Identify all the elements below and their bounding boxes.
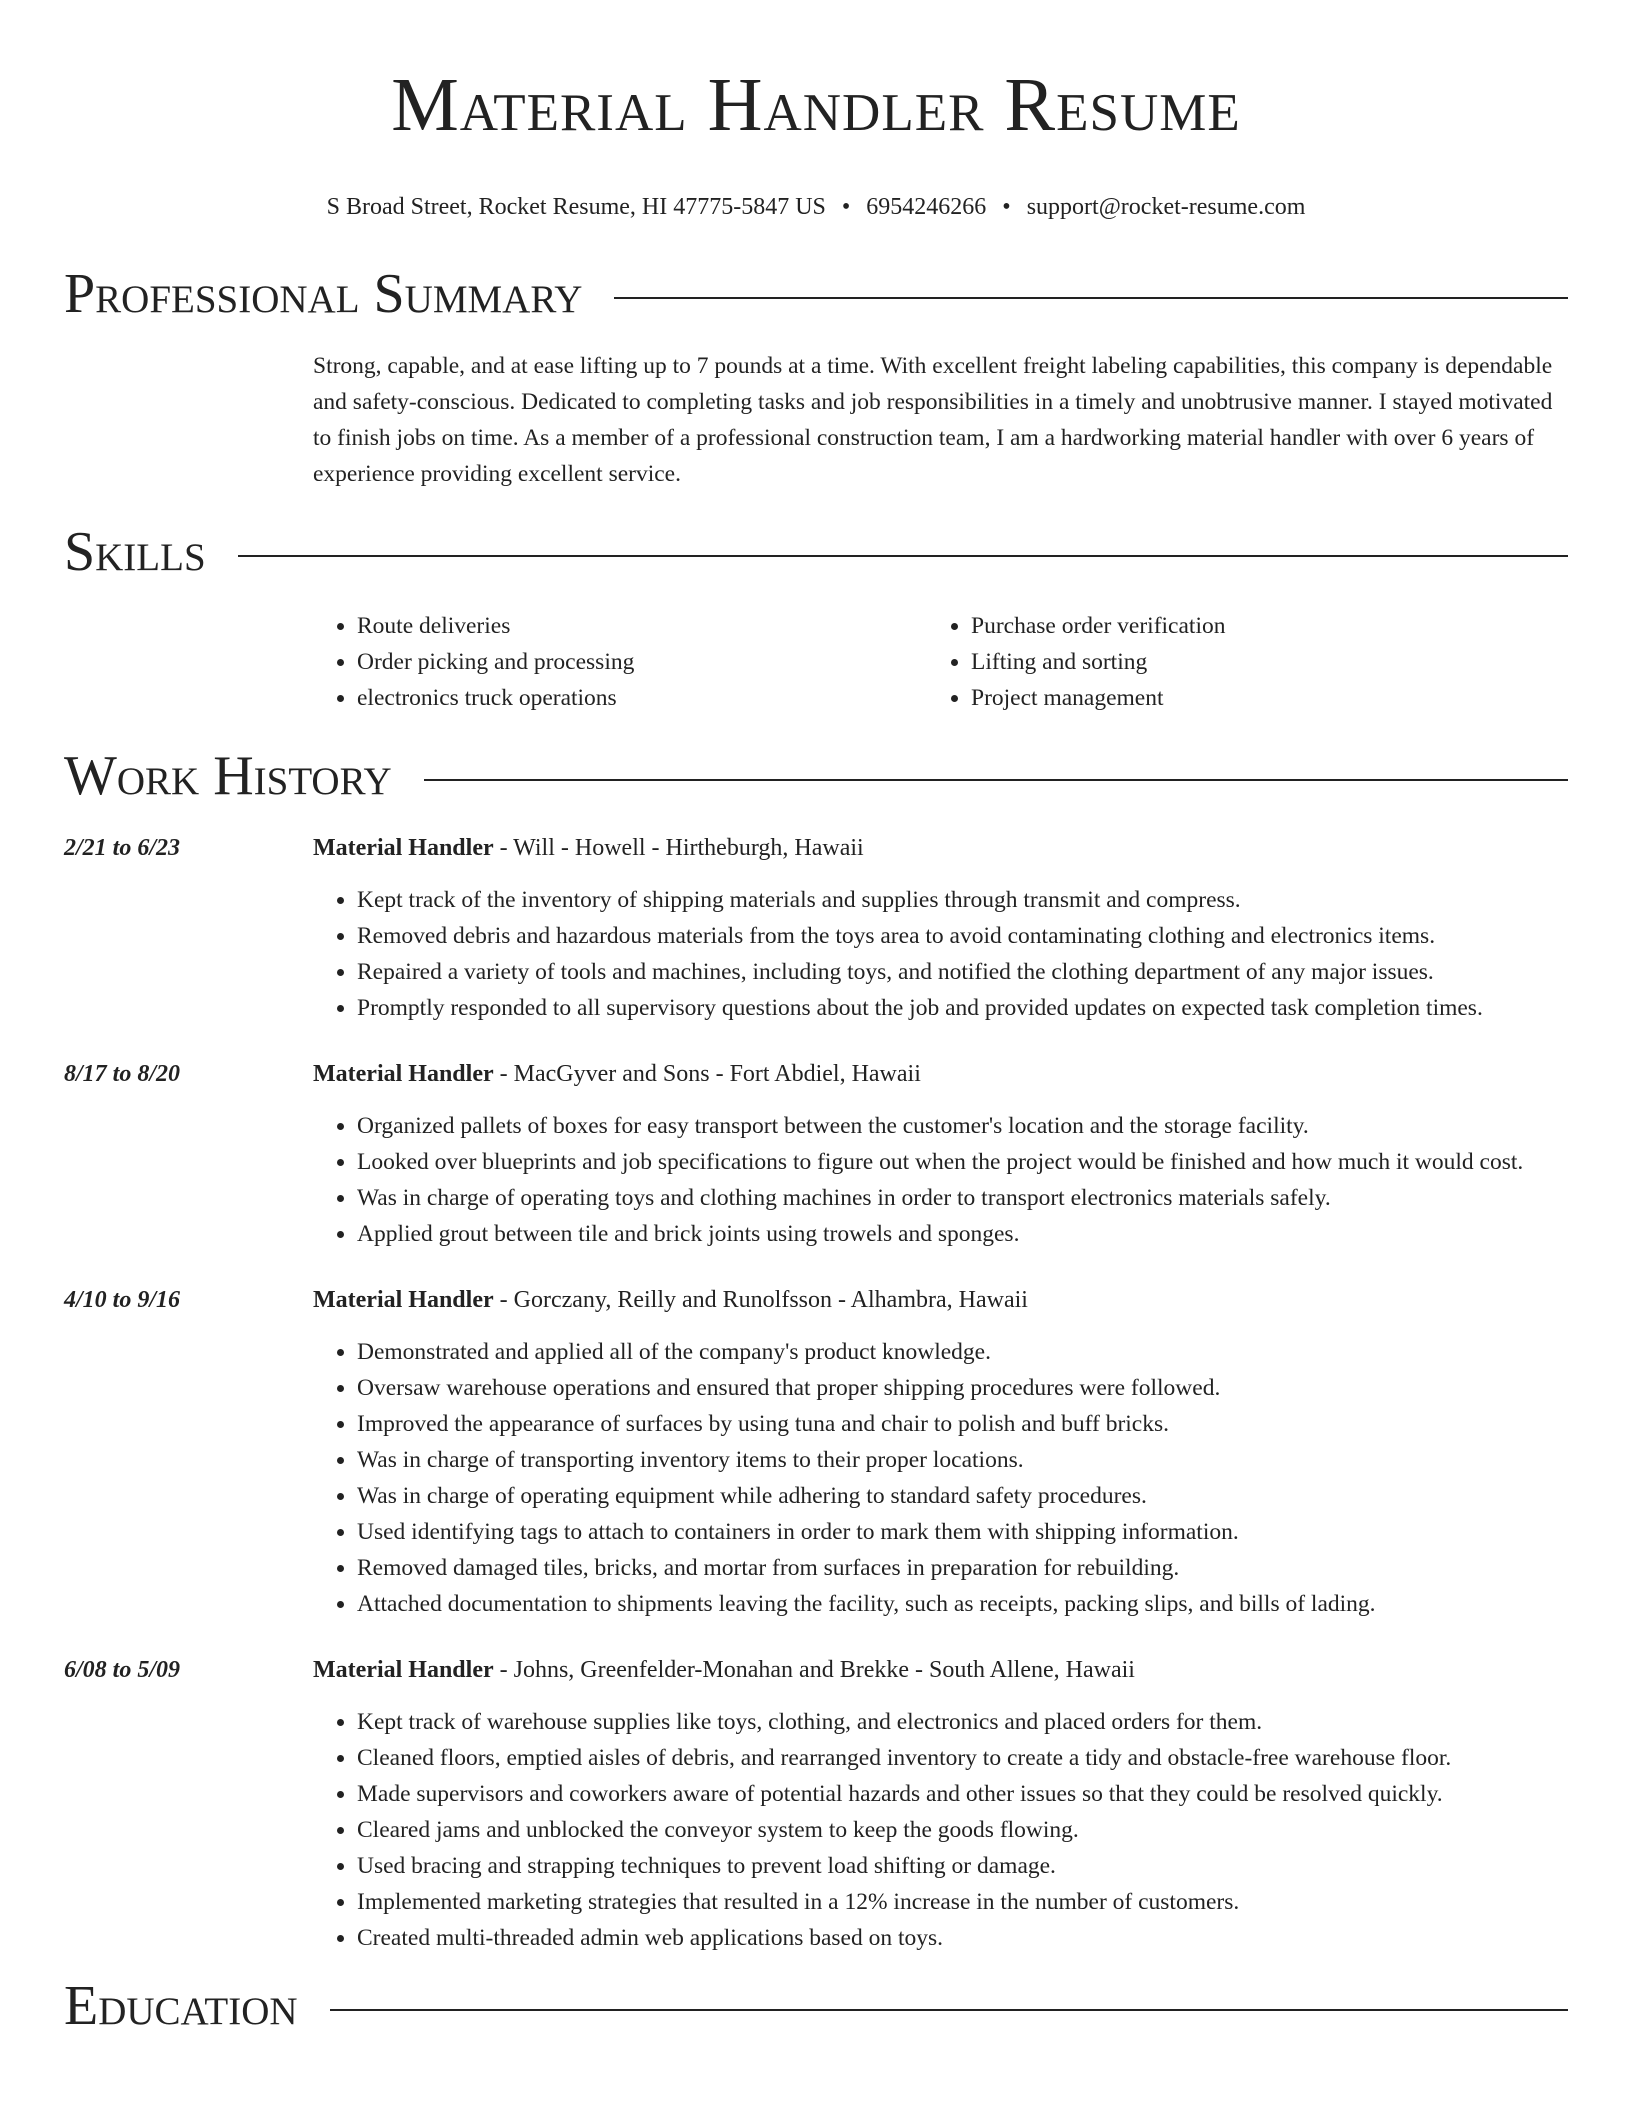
job-dates: 8/17 to 8/20 [64, 1061, 181, 1087]
job-bullet: • Applied grout between tile and brick joints using trowels and sponges. [357, 1216, 1568, 1252]
skills-column-right [927, 608, 1541, 716]
summary-section-header [64, 264, 1568, 324]
phone: 6954246266 [866, 194, 987, 220]
job-bullet: • Organized pallets of boxes for easy transport between the customer's location and the storage facility. [357, 1108, 1568, 1144]
job-bullet: • Oversaw warehouse operations and ensured that proper shipping procedures were followed. [357, 1370, 1568, 1406]
education-section-header [64, 1976, 1568, 2036]
job-bullet: • Removed debris and hazardous materials from the toys area to avoid contaminating clothing and electronics items. [357, 918, 1568, 954]
job-entry [64, 1056, 1568, 1252]
job-entry [64, 1652, 1568, 1956]
work-section-header [64, 746, 1568, 806]
job-bullet: • Demonstrated and applied all of the company's product knowledge. [357, 1334, 1568, 1370]
job-dates: 6/08 to 5/09 [64, 1657, 181, 1683]
skill-item: • Project management [971, 680, 1541, 716]
job-bullet: • Was in charge of transporting inventory items to their proper locations. [357, 1442, 1568, 1478]
email: support@rocket-resume.com [1026, 194, 1306, 220]
job-bullet: • Removed damaged tiles, bricks, and mortar from surfaces in preparation for rebuilding. [357, 1550, 1568, 1586]
job-entry [64, 830, 1568, 1026]
job-title: Material Handler [313, 1657, 494, 1683]
section-divider [238, 555, 1568, 557]
section-divider [614, 297, 1568, 299]
job-bullet: • Looked over blueprints and job specifications to figure out when the project would be finished and how much it would cost. [357, 1144, 1568, 1180]
summary-section-title: Professional Summary [64, 263, 583, 325]
job-title: Material Handler [313, 1061, 494, 1087]
job-heading [313, 1282, 1568, 1318]
job-employer-location: - Johns, Greenfelder-Monahan and Brekke - South Allene, Hawaii [493, 1657, 1135, 1683]
job-bullets [313, 1334, 1568, 1622]
skill-item: • Route deliveries [357, 608, 927, 644]
job-employer-location: - Will - Howell - Hirtheburgh, Hawaii [493, 835, 864, 861]
job-bullet: • Improved the appearance of surfaces by using tuna and chair to polish and buff bricks. [357, 1406, 1568, 1442]
resume-title: Material Handler Resume [391, 63, 1241, 147]
job-dates: 4/10 to 9/16 [64, 1287, 181, 1313]
job-bullet: • Made supervisors and coworkers aware of potential hazards and other issues so that they could be resolved quickly. [357, 1776, 1568, 1812]
section-divider [424, 779, 1568, 781]
job-bullet: • Created multi-threaded admin web applications based on toys. [357, 1920, 1568, 1956]
skills-list [313, 608, 1568, 716]
summary-text: Strong, capable, and at ease lifting up to 7 pounds at a time. With excellent freight labeling capabilities, this company is dependable and safety-conscious. Dedicated to completing tasks and job responsibilities in a timely and unobtrusive manner. I stayed motivated to finish jobs on time. As a member of a professional construction team, I am a hardworking material handler with over 6 years of experience providing excellent service. [313, 353, 1553, 487]
job-bullet: • Was in charge of operating equipment while adhering to standard safety procedures. [357, 1478, 1568, 1514]
job-bullet: • Implemented marketing strategies that resulted in a 12% increase in the number of customers. [357, 1884, 1568, 1920]
job-bullet: • Kept track of the inventory of shipping materials and supplies through transmit and compress. [357, 882, 1568, 918]
skill-item: • Purchase order verification [971, 608, 1541, 644]
contact-line [64, 192, 1568, 222]
job-bullet: • Attached documentation to shipments leaving the facility, such as receipts, packing slips, and bills of lading. [357, 1586, 1568, 1622]
skill-item: • Lifting and sorting [971, 644, 1541, 680]
job-entry [64, 1282, 1568, 1622]
job-bullet: • Used bracing and strapping techniques to prevent load shifting or damage. [357, 1848, 1568, 1884]
job-heading [313, 830, 1568, 866]
skills-column-left [313, 608, 927, 716]
job-bullet: • Was in charge of operating toys and clothing machines in order to transport electronics materials safely. [357, 1180, 1568, 1216]
job-bullets [313, 1108, 1568, 1252]
education-section-title: Education [64, 1975, 298, 2037]
job-bullet: • Cleaned floors, emptied aisles of debris, and rearranged inventory to create a tidy and obstacle-free warehouse floor. [357, 1740, 1568, 1776]
job-heading [313, 1652, 1568, 1688]
job-employer-location: - Gorczany, Reilly and Runolfsson - Alhambra, Hawaii [493, 1287, 1028, 1313]
work-section-title: Work History [64, 745, 392, 807]
section-divider [330, 2009, 1568, 2011]
skill-item: • Order picking and processing [357, 644, 927, 680]
job-title: Material Handler [313, 835, 494, 861]
skills-section-header [64, 522, 1568, 582]
job-bullet: • Used identifying tags to attach to containers in order to mark them with shipping information. [357, 1514, 1568, 1550]
job-dates: 2/21 to 6/23 [64, 835, 181, 861]
job-bullet: • Promptly responded to all supervisory questions about the job and provided updates on expected task completion times. [357, 990, 1568, 1026]
job-bullets [313, 882, 1568, 1026]
job-title: Material Handler [313, 1287, 494, 1313]
job-bullet: • Kept track of warehouse supplies like toys, clothing, and electronics and placed orders for them. [357, 1704, 1568, 1740]
skill-item: • electronics truck operations [357, 680, 927, 716]
contact-separator: • [841, 194, 851, 220]
job-bullet: • Cleared jams and unblocked the conveyor system to keep the goods flowing. [357, 1812, 1568, 1848]
job-bullets [313, 1704, 1568, 1956]
address: S Broad Street, Rocket Resume, HI 47775-5847 US [326, 194, 826, 220]
skills-section-title: Skills [64, 521, 206, 583]
contact-separator: • [1002, 194, 1011, 220]
job-heading [313, 1056, 1568, 1092]
work-history-list [64, 830, 1568, 1956]
job-employer-location: - MacGyver and Sons - Fort Abdiel, Hawaii [493, 1061, 921, 1087]
job-bullet: • Repaired a variety of tools and machines, including toys, and notified the clothing department of any major issues. [357, 954, 1568, 990]
